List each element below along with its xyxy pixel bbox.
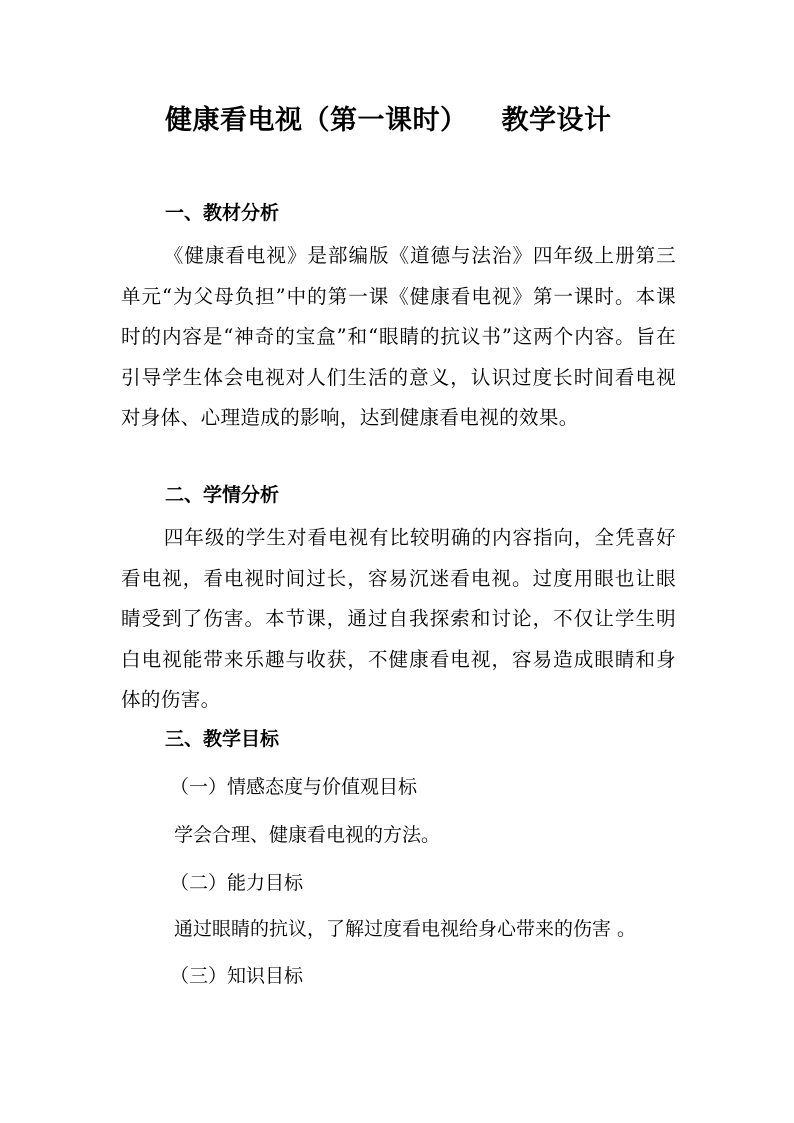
goal-text-ability: 通过眼睛的抗议，了解过度看电视给身心带来的伤害 。 xyxy=(174,918,637,940)
section-text-textbook-analysis: 《健康看电视》是部编版《道德与法治》四年级上册第三单元“为父母负担”中的第一课《健康看电视》第一课时。本课时的内容是“神奇的宝盒”和“眼睛的抗议书”这两个内容。旨在引导学生体会电视对人们生活的意义，认识过度长时间看电视对身体、心理造成的影响，达到健康看电视的效果。 xyxy=(121,244,676,429)
goal-label-knowledge: （三）知识目标 xyxy=(170,965,304,987)
section-heading-teaching-goals: 三、教学目标 xyxy=(165,728,280,750)
title-main: 健康看电视（第一课时） xyxy=(165,105,468,136)
goal-text-emotion: 学会合理、健康看电视的方法。 xyxy=(174,824,441,846)
goal-label-ability: （二）能力目标 xyxy=(170,872,304,894)
section-text-student-analysis: 四年级的学生对看电视有比较明确的内容指向，全凭喜好看电视，看电视时间过长，容易沉迷看电视。过度用眼也让眼睛受到了伤害。本节课，通过自我探索和讨论，不仅让学生明白电视能带来乐趣与收获，不健康看电视，容易造成眼睛和身体的伤害。 xyxy=(121,526,676,711)
page-title xyxy=(165,98,685,137)
section-heading-textbook-analysis: 一、教材分析 xyxy=(165,202,280,224)
title-suffix: 教学设计 xyxy=(501,105,612,136)
goal-label-emotion: （一）情感态度与价值观目标 xyxy=(170,776,418,798)
section-heading-student-analysis: 二、学情分析 xyxy=(165,484,280,506)
